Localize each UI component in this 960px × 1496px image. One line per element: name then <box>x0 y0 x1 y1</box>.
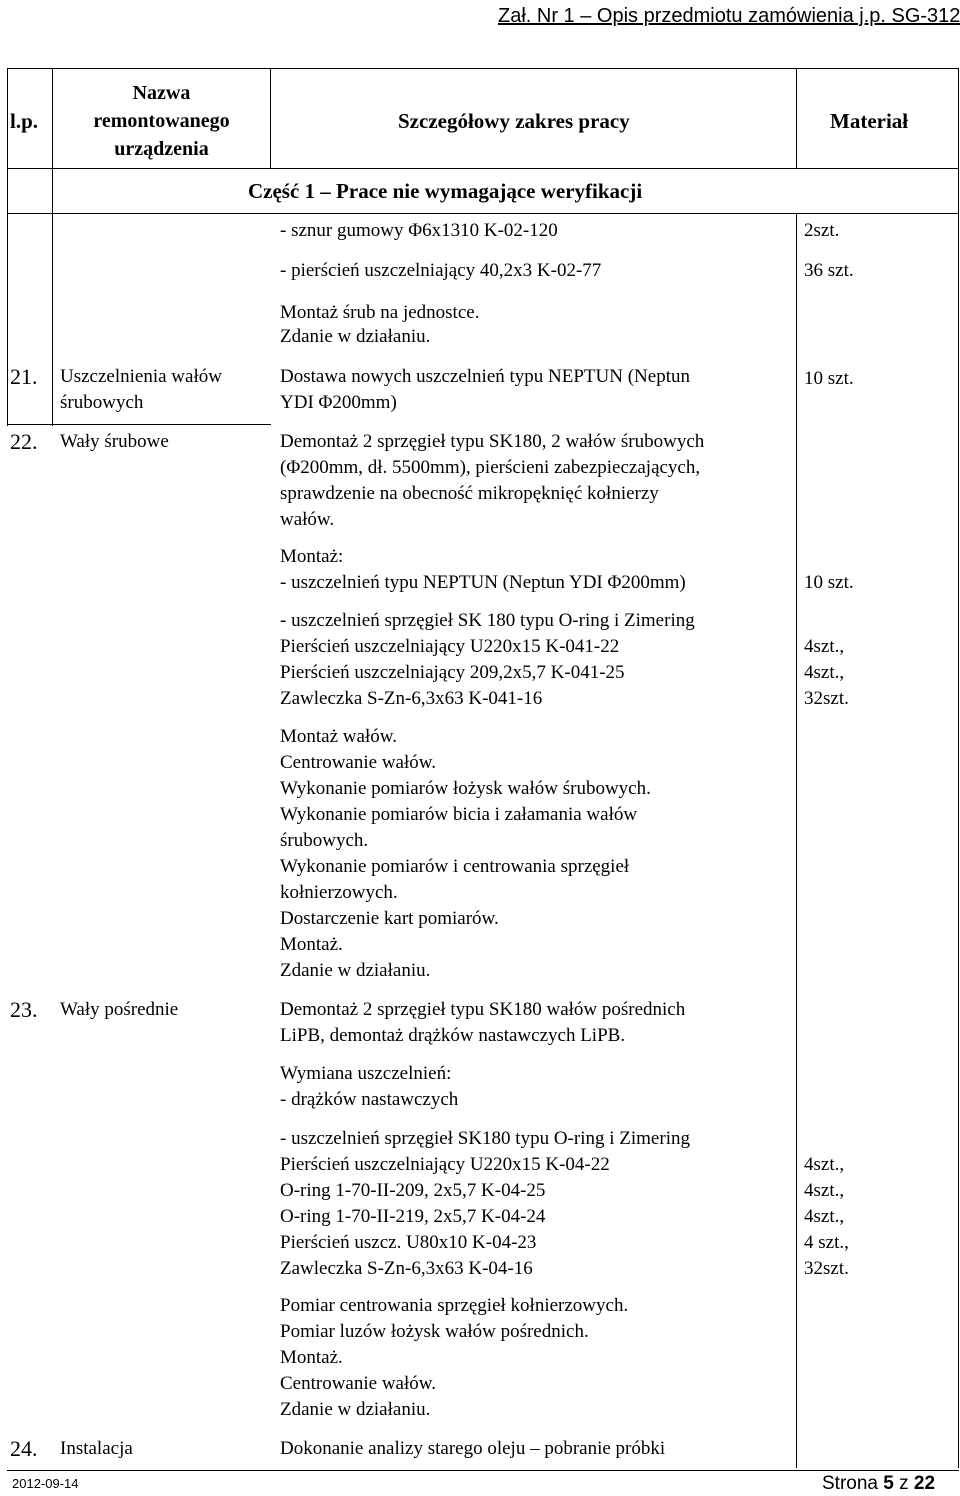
material-qty: 4szt., <box>804 662 845 683</box>
work-line: Pierścień uszczelniający U220x15 K-041-22 <box>280 636 620 657</box>
header-name-line1: Nazwa <box>132 82 191 104</box>
table-border-left <box>7 68 8 426</box>
table-header-bottom <box>7 168 959 169</box>
work-paragraph <box>280 608 695 712</box>
material-list <box>804 634 849 712</box>
work-line: Montaż wałów. <box>280 726 397 747</box>
device-name: Wały śrubowe <box>60 431 169 452</box>
work-line: (Φ200mm, dł. 5500mm), pierścieni zabezpieczających, <box>280 457 701 478</box>
column-divider-2 <box>270 68 271 168</box>
work-line: Centrowanie wałów. <box>280 752 436 773</box>
work-line: LiPB, demontaż drążków nastawczych LiPB. <box>280 1025 626 1046</box>
work-line: Montaż. <box>280 1347 343 1368</box>
table-section-divider <box>7 213 959 214</box>
work-line: Wymiana uszczelnień: <box>280 1063 452 1084</box>
header-name-line3: urządzenia <box>114 138 209 160</box>
device-name: Wały pośrednie <box>60 999 179 1020</box>
work-line: Zawleczka S-Zn-6,3x63 K-04-16 <box>280 1258 533 1279</box>
page-total: 22 <box>913 1473 936 1494</box>
work-line: O-ring 1-70-II-209, 2x5,7 K-04-25 <box>280 1180 546 1201</box>
header-scope: Szczegółowy zakres pracy <box>398 109 630 133</box>
header-material: Materiał <box>830 109 909 133</box>
material-qty: 4szt., <box>804 1154 845 1175</box>
work-paragraph <box>280 1126 690 1282</box>
column-divider-3 <box>796 68 797 168</box>
footer-rule <box>7 1470 959 1471</box>
work-line: - drążków nastawczych <box>280 1089 459 1110</box>
work-line: Demontaż 2 sprzęgieł typu SK180 wałów pośrednich <box>280 999 686 1020</box>
work-line: Montaż. <box>280 934 343 955</box>
header-name-line2: remontowanego <box>93 110 230 132</box>
row-number: 24. <box>10 1436 38 1461</box>
work-paragraph <box>280 724 651 984</box>
work-line: YDI Φ200mm) <box>280 392 397 413</box>
work-line: Dostarczenie kart pomiarów. <box>280 908 499 929</box>
device-name: Instalacja <box>60 1438 133 1459</box>
footer-date: 2012-09-14 <box>12 1476 79 1491</box>
row-number: 21. <box>10 364 38 389</box>
work-line: Wykonanie pomiarów bicia i załamania wałów <box>280 804 638 825</box>
row-21-bottom <box>7 424 271 425</box>
material-qty: 36 szt. <box>804 260 854 281</box>
page-of: z <box>899 1473 909 1494</box>
section-title: Część 1 – Prace nie wymagające weryfikacji <box>248 179 643 203</box>
work-line: - pierścień uszczelniający 40,2x3 K-02-77 <box>280 260 602 281</box>
work-line: Zawleczka S-Zn-6,3x63 K-041-16 <box>280 688 543 709</box>
work-line: - uszczelnień sprzęgieł SK 180 typu O-ring i Zimering <box>280 610 695 631</box>
material-qty: 10 szt. <box>804 368 854 389</box>
material-qty: 2szt. <box>804 220 840 241</box>
header-lp: l.p. <box>10 109 39 133</box>
document-header: Zał. Nr 1 – Opis przedmiotu zamówienia j.p. SG-312 <box>498 5 960 27</box>
material-qty: 4szt., <box>804 1180 845 1201</box>
work-line: - sznur gumowy Φ6x1310 K-02-120 <box>280 220 558 241</box>
work-paragraph <box>280 1061 458 1113</box>
material-list <box>804 1152 849 1282</box>
work-line: Wykonanie pomiarów i centrowania sprzęgieł <box>280 856 630 877</box>
table-border-right <box>958 68 959 1468</box>
work-line: Pierścień uszcz. U80x10 K-04-23 <box>280 1232 537 1253</box>
work-line: Pierścień uszczelniający 209,2x5,7 K-041-25 <box>280 662 625 683</box>
work-paragraph <box>280 997 685 1049</box>
work-line: kołnierzowych. <box>280 882 398 903</box>
material-qty: 4 szt., <box>804 1232 849 1253</box>
work-line: Pomiar luzów łożysk wałów pośrednich. <box>280 1321 589 1342</box>
work-paragraph <box>280 544 686 596</box>
work-paragraph <box>280 429 704 533</box>
work-line: - uszczelnień typu NEPTUN (Neptun YDI Φ200mm) <box>280 572 686 593</box>
device-name: Uszczelnienia wałów <box>60 366 222 387</box>
row-number: 23. <box>10 997 38 1022</box>
page-current: 5 <box>883 1473 894 1494</box>
page-label: Strona <box>822 1473 878 1494</box>
material-qty: 32szt. <box>804 688 849 709</box>
work-line: Zdanie w działaniu. <box>280 1399 431 1420</box>
column-divider-3-lower <box>796 213 797 1468</box>
work-line: sprawdzenie na obecność mikropęknięć kołnierzy <box>280 483 659 504</box>
table-border-top <box>7 68 959 69</box>
work-line: Centrowanie wałów. <box>280 1373 436 1394</box>
work-paragraph <box>280 1293 628 1423</box>
footer-page-number <box>822 1472 935 1496</box>
row-number: 22. <box>10 429 38 454</box>
work-line: Dokonanie analizy starego oleju – pobranie próbki <box>280 1438 666 1459</box>
work-line: Pomiar centrowania sprzęgieł kołnierzowych. <box>280 1295 629 1316</box>
work-line: Montaż: <box>280 546 344 567</box>
work-line: wałów. <box>280 509 335 530</box>
work-line: Zdanie w działaniu. <box>280 326 431 347</box>
work-line: Pierścień uszczelniający U220x15 K-04-22 <box>280 1154 610 1175</box>
material-qty: 4szt., <box>804 636 845 657</box>
work-line: Demontaż 2 sprzęgieł typu SK180, 2 wałów śrubowych <box>280 431 705 452</box>
work-line: Dostawa nowych uszczelnień typu NEPTUN (Neptun <box>280 366 690 387</box>
work-line: Zdanie w działaniu. <box>280 960 431 981</box>
material-qty: 32szt. <box>804 1258 849 1279</box>
work-line: O-ring 1-70-II-219, 2x5,7 K-04-24 <box>280 1206 546 1227</box>
work-line: Wykonanie pomiarów łożysk wałów śrubowych. <box>280 778 651 799</box>
material-qty: 10 szt. <box>804 572 854 593</box>
device-name: śrubowych <box>60 392 144 413</box>
work-line: Montaż śrub na jednostce. <box>280 302 480 323</box>
work-line: - uszczelnień sprzęgieł SK180 typu O-ring i Zimering <box>280 1128 690 1149</box>
material-qty: 4szt., <box>804 1206 845 1227</box>
work-line: śrubowych. <box>280 830 369 851</box>
